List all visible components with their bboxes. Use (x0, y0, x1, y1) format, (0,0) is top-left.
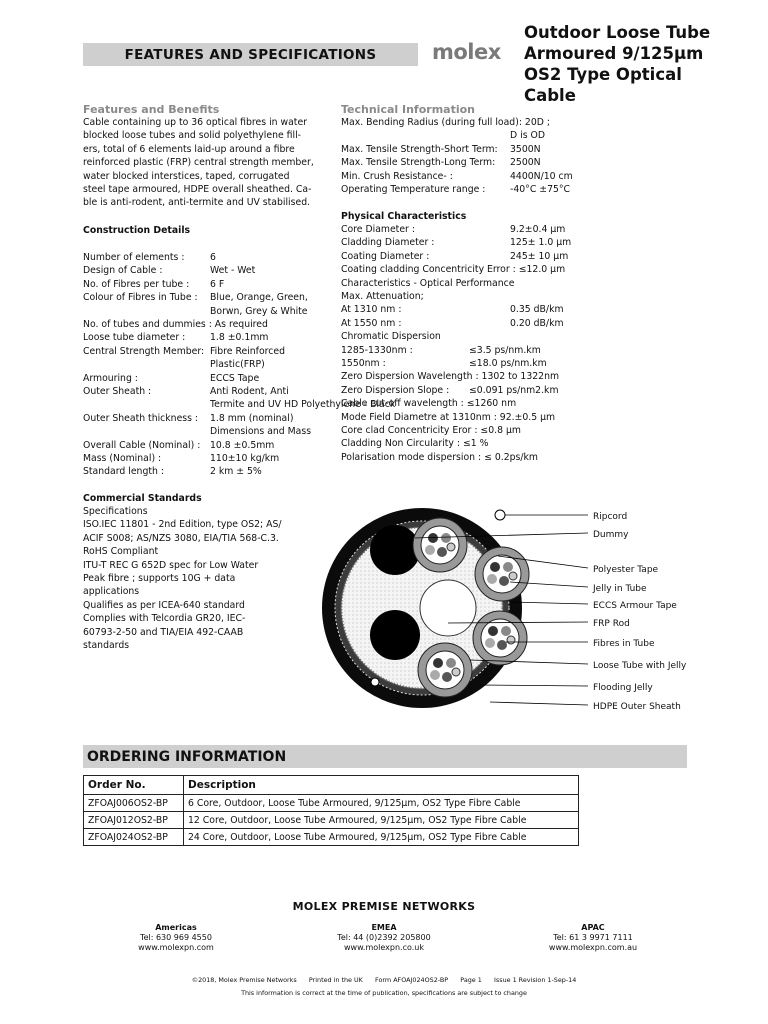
spec-value: ECCS Tape (210, 372, 260, 384)
spec-label: Core Diameter : (341, 224, 415, 235)
column-header-description: Description (184, 776, 579, 795)
spec-value: 0.35 dB/km (510, 304, 564, 316)
spec-value: 6 (210, 252, 216, 263)
spec-value: D is OD (510, 130, 545, 142)
loose-tube (413, 518, 467, 572)
spec-label: Design of Cable : (83, 265, 163, 277)
spec-value: 1.8 ±0.1mm (210, 332, 269, 344)
spec-label: Outer Sheath : (83, 386, 152, 397)
diagram-label: Polyester Tape (593, 565, 659, 575)
standards-heading: Commercial Standards (83, 493, 202, 504)
spec-label: Max. Bending Radius (during full load): 20D ; (341, 117, 551, 128)
spec-value: 3500N (510, 143, 541, 155)
spec-label: Core clad Concentricity Eror : ≤0.8 µm (341, 425, 521, 436)
contact-apac (493, 923, 693, 953)
spec-value: 10.8 ±0.5mm (210, 439, 275, 451)
spec-value: Plastic(FRP) (210, 359, 265, 371)
text-line: Cable containing up to 36 optical fibres in water (83, 117, 307, 128)
loose-tube (475, 547, 529, 601)
title-line: Cable (524, 86, 576, 105)
order-number: ZFOAJ024OS2-BP (84, 829, 184, 846)
text-line: ISO.IEC 11801 - 2nd Edition, type OS2; AS/ (83, 519, 282, 531)
contact-emea (284, 923, 484, 953)
spec-value: ≤3.5 ps/nm.km (469, 344, 541, 356)
spec-label: Zero Dispersion Slope : (341, 384, 450, 396)
table-row (84, 812, 579, 829)
spec-value: 245± 10 µm (510, 250, 569, 262)
diagram-label: ECCS Armour Tape (593, 601, 677, 611)
spec-label: Outer Sheath thickness : (83, 412, 199, 424)
spec-label: Loose tube diameter : (83, 332, 186, 344)
ordering-banner (83, 745, 687, 768)
spec-value: 2 km ± 5% (210, 466, 262, 478)
spec-value: Wet - Wet (210, 265, 256, 277)
molex-logo: molex (432, 40, 501, 64)
spec-label: Chromatic Dispersion (341, 331, 441, 343)
text-line: ble is anti-rodent, anti-termite and UV stabilised. (83, 197, 311, 209)
spec-label: Characteristics - Optical Performance (341, 277, 515, 289)
spec-value: 125± 1.0 µm (510, 237, 572, 249)
spec-label: Number of elements : (83, 252, 185, 263)
document-title (524, 22, 734, 106)
title-line: OS2 Type Optical (524, 65, 682, 84)
construction-heading: Construction Details (83, 225, 191, 236)
diagram-label: Loose Tube with Jelly (593, 661, 687, 671)
loose-tube (418, 643, 472, 697)
spec-label: Operating Temperature range : (341, 184, 486, 195)
spec-label: Armouring : (83, 372, 138, 384)
contact-americas (76, 923, 276, 953)
region-name: APAC (581, 923, 605, 932)
ripcord (495, 510, 505, 520)
spec-label: Min. Crush Resistance- : (341, 170, 453, 182)
region-website[interactable]: www.molexpn.com (138, 943, 214, 952)
physical-heading: Physical Characteristics (341, 211, 467, 222)
order-number: ZFOAJ012OS2-BP (84, 812, 184, 829)
spec-label: Overall Cable (Nominal) : (83, 439, 201, 451)
spec-value: Termite and UV HD Polyethylene - Black (210, 399, 396, 411)
frp-rod (420, 580, 476, 636)
text-line: ers, total of 6 elements laid-up around a fibre (83, 143, 295, 155)
features-banner-text: FEATURES AND SPECIFICATIONS (124, 47, 377, 63)
text-line: Specifications (83, 506, 148, 517)
spec-label: Cladding Non Circularity : ≤1 % (341, 438, 489, 450)
diagram-label: Ripcord (593, 512, 628, 522)
technical-heading: Technical Information (341, 103, 475, 116)
spec-label: Max. Tensile Strength-Long Term: (341, 157, 496, 169)
spec-value: Blue, Orange, Green, (210, 292, 308, 304)
spec-label: 1550nm : (341, 358, 386, 369)
dummy-element (370, 610, 420, 660)
spec-value: 2500N (510, 157, 541, 169)
text-line: standards (83, 640, 130, 652)
region-name: EMEA (371, 923, 397, 932)
text-line: Qualifies as per ICEA-640 standard (83, 599, 245, 611)
region-name: Americas (155, 923, 197, 932)
cable-cross-section-diagram (320, 490, 700, 740)
spec-value: 1.8 mm (nominal) (210, 412, 294, 424)
table-row (84, 795, 579, 812)
features-text (83, 116, 314, 210)
spec-value: 4400N/10 cm (510, 170, 573, 182)
spec-label: No. of Fibres per tube : (83, 278, 190, 290)
spec-value: ≤0.091 ps/nm2.km (469, 384, 559, 396)
order-description: 6 Core, Outdoor, Loose Tube Armoured, 9/125µm, OS2 Type Fibre Cable (184, 795, 579, 812)
features-banner (83, 43, 418, 66)
features-heading: Features and Benefits (83, 103, 220, 116)
standards-text (83, 505, 282, 652)
spec-label: Max. Tensile Strength-Short Term: (341, 143, 498, 155)
diagram-label: FRP Rod (593, 619, 630, 629)
diagram-label: HDPE Outer Sheath (593, 702, 681, 712)
technical-table (341, 116, 601, 201)
spec-value: Anti Rodent, Anti (210, 386, 289, 397)
spec-value: ≤18.0 ps/nm.km (469, 358, 547, 369)
spec-label: Cladding Diameter : (341, 237, 435, 249)
loose-tube (473, 611, 527, 665)
diagram-label: Jelly in Tube (593, 584, 647, 594)
text-line: blocked loose tubes and solid polyethylene fill- (83, 130, 302, 142)
text-line: water blocked interstices, taped, corrugated (83, 170, 290, 182)
region-phone: Tel: 61 3 9971 7111 (553, 933, 633, 942)
spec-value: Fibre Reinforced (210, 345, 285, 357)
spec-label: Max. Attenuation; (341, 291, 424, 302)
spec-label: Mass (Nominal) : (83, 453, 162, 464)
spec-label: 1285-1330nm : (341, 344, 413, 356)
diagram-label: Fibres in Tube (593, 639, 655, 649)
spec-label: Cable cut-off wavelength : ≤1260 nm (341, 398, 517, 410)
spec-value: 0.20 dB/km (510, 317, 564, 329)
spec-label: Coating Diameter : (341, 250, 430, 262)
ordering-banner-text: ORDERING INFORMATION (87, 749, 287, 765)
dummy-element (370, 525, 420, 575)
text-line: applications (83, 586, 140, 598)
footer-disclaimer: This information is correct at the time of publication, specifications are subject to change (241, 989, 527, 997)
title-line: Armoured 9/125µm (524, 44, 704, 63)
spec-value: 6 F (210, 278, 225, 290)
text-line: ACIF S008; AS/NZS 3080, EIA/TIA 568-C.3. (83, 532, 279, 544)
region-website[interactable]: www.molexpn.com.au (548, 943, 638, 952)
region-phone: Tel: 630 969 4550 (140, 933, 212, 942)
spec-value: -40°C ±75°C (510, 184, 571, 195)
spec-label: Mode Field Diametre at 1310nm : 92.±0.5 µm (341, 411, 556, 423)
text-line: Complies with Telcordia GR20, IEC- (83, 613, 246, 625)
spec-value: 110±10 kg/km (210, 453, 280, 464)
spec-label: Zero Dispersion Wavelength : 1302 to 1322nm (341, 371, 560, 383)
ordering-table (83, 775, 579, 846)
order-description: 24 Core, Outdoor, Loose Tube Armoured, 9/125µm, OS2 Type Fibre Cable (184, 829, 579, 846)
spec-label: Coating cladding Concentricity Error : ≤12.0 µm (341, 264, 566, 276)
spec-value: Borwn, Grey & White (210, 305, 308, 317)
spec-label: Central Strength Member: (83, 345, 205, 357)
spec-label: Polarisation mode dispersion : ≤ 0.2ps/km (341, 451, 538, 463)
spec-label: No. of tubes and dummies : As required (83, 319, 268, 330)
text-line: steel tape armoured, HDPE overall sheathed. Ca- (83, 184, 312, 196)
text-line: Peak fibre ; supports 10G + data (83, 573, 236, 585)
order-description: 12 Core, Outdoor, Loose Tube Armoured, 9/125µm, OS2 Type Fibre Cable (184, 812, 579, 829)
text-line: ITU-T REC G 652D spec for Low Water (83, 559, 259, 571)
footer-legal: ©2018, Molex Premise Networks Printed in the UK Form AFOAJ024OS2-BP Page 1 Issue 1 Revision 1-Sep-14 (191, 976, 577, 984)
text-line: RoHS Compliant (83, 546, 159, 558)
order-number: ZFOAJ006OS2-BP (84, 795, 184, 812)
spec-value: 9.2±0.4 µm (510, 224, 566, 235)
spec-label: Colour of Fibres in Tube : (83, 292, 198, 304)
title-line: Outdoor Loose Tube (524, 23, 711, 42)
text-line: reinforced plastic (FRP) central strength member, (83, 157, 314, 169)
spec-label: At 1550 nm : (341, 317, 402, 329)
diagram-label: Flooding Jelly (593, 683, 653, 693)
table-header-row (84, 776, 579, 795)
column-header-order-no: Order No. (84, 776, 184, 795)
physical-table (341, 223, 601, 468)
diagram-label: Dummy (593, 530, 629, 540)
spec-label: Standard length : (83, 466, 164, 478)
spec-value: Dimensions and Mass (210, 426, 312, 438)
footer-company: MOLEX PREMISE NETWORKS (292, 900, 476, 913)
spec-label: At 1310 nm : (341, 304, 402, 316)
table-row (84, 829, 579, 846)
text-line: 60793-2-50 and TIA/EIA 492-CAAB (83, 626, 244, 638)
region-website[interactable]: www.molexpn.co.uk (344, 943, 424, 952)
region-phone: Tel: 44 (0)2392 205800 (337, 933, 431, 942)
ripcord (371, 678, 379, 686)
